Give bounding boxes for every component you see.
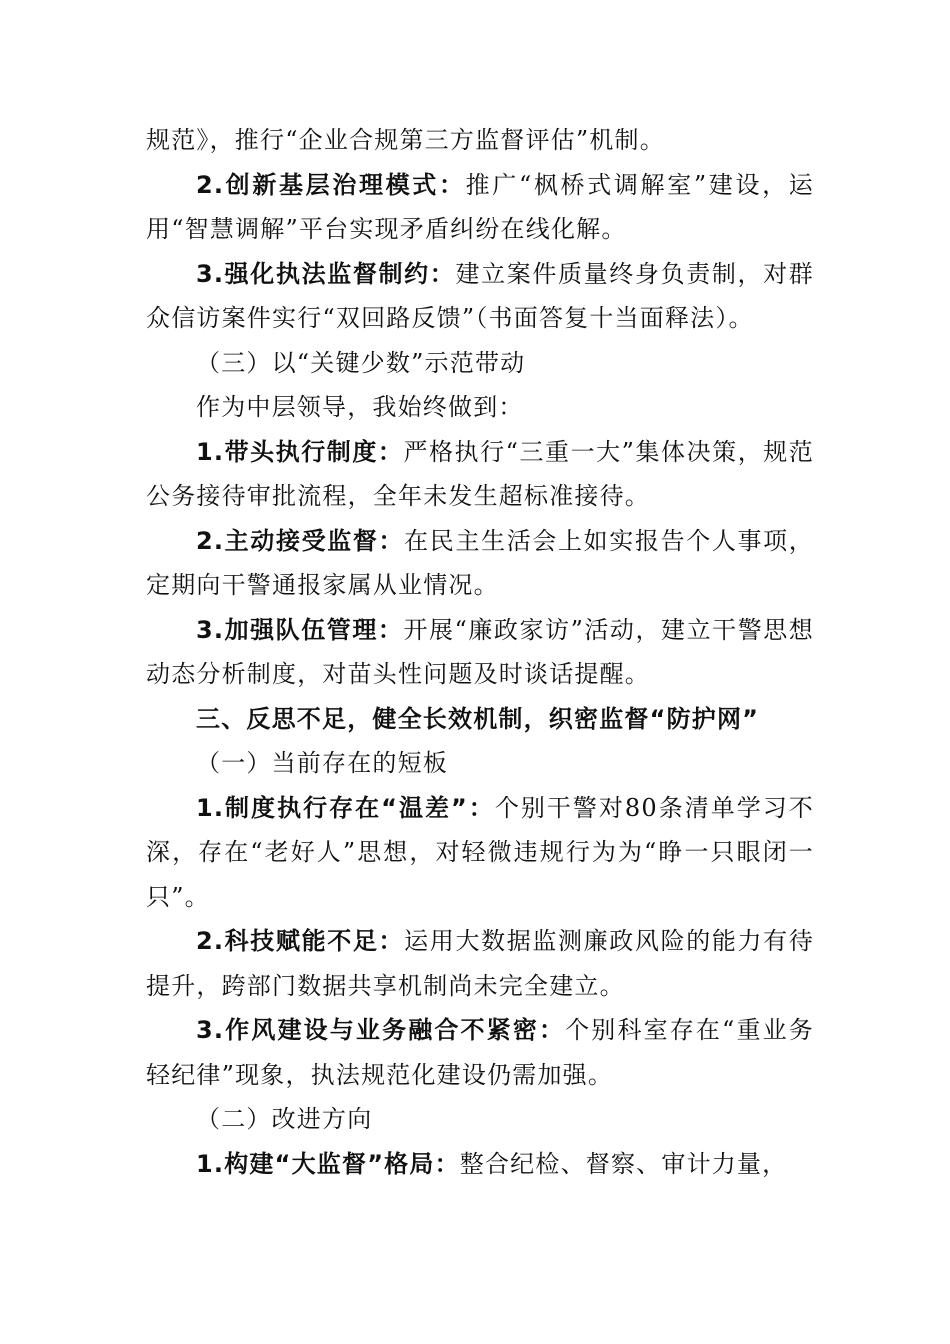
paragraph-lead: 1.制度执行存在“温差”：: [196, 793, 495, 822]
paragraph-text: 规范》，推行“企业合规第三方监督评估”机制。: [146, 126, 665, 154]
paragraph-item: [146, 1142, 814, 1187]
paragraph-item: [146, 252, 814, 341]
paragraph-text: 开展“廉政家访”活动，建立干警思想动态分析制度，对苗头性问题及时谈话提醒。: [146, 615, 814, 688]
paragraph-lead: 3.作风建设与业务融合不紧密：: [196, 1016, 566, 1044]
paragraph-text: 运用大数据监测廉政风险的能力有待提升，跨部门数据共享机制尚未完全建立。: [146, 927, 814, 1000]
paragraph-text: 整合纪检、督察、审计力量，: [459, 1149, 788, 1178]
paragraph-item: [146, 519, 814, 608]
paragraph-intro: [146, 385, 814, 430]
paragraph-text: （二）改进方向: [196, 1105, 373, 1133]
paragraph-text: 建立案件质量终身负责制，对群众信访案件实行“双回路反馈”（书面答复十当面释法）。: [146, 259, 814, 332]
section-heading: [146, 697, 814, 742]
paragraph-text: 推广“枫桥式调解室”建设，运用“智慧调解”平台实现矛盾纠纷在线化解。: [146, 170, 814, 243]
paragraph-lead: 2.主动接受监督：: [196, 526, 405, 555]
section-subheading: [146, 741, 814, 786]
paragraph-item: [146, 919, 814, 1008]
paragraph-text: 在民主生活会上如实报告个人事项，定期向干警通报家属从业情况。: [146, 526, 814, 599]
paragraph-item: [146, 786, 814, 920]
paragraph-lead: 3.加强队伍管理：: [196, 615, 404, 644]
section-subheading: [146, 1097, 814, 1142]
paragraph-lead: 3.强化执法监督制约：: [196, 259, 456, 288]
paragraph-text: 个别干警对80条清单学习不深，存在“老好人”思想，对轻微违规行为为“睁一只眼闭一只”。: [146, 793, 815, 911]
paragraph-item: [146, 1008, 814, 1097]
paragraph-lead: 2.科技赋能不足：: [196, 927, 405, 955]
paragraph-continuation: [146, 118, 814, 163]
paragraph-item: [146, 608, 814, 697]
paragraph-text: 作为中层领导，我始终做到：: [196, 393, 524, 421]
paragraph-item: [146, 163, 814, 252]
paragraph-text: （一）当前存在的短板: [196, 749, 448, 777]
paragraph-text: （三）以“关键少数”示范带动: [196, 348, 526, 377]
paragraph-text: 个别科室存在“重业务轻纪律”现象，执法规范化建设仍需加强。: [146, 1016, 814, 1089]
paragraph-lead: 2.创新基层治理模式：: [196, 170, 466, 199]
paragraph-item: [146, 430, 814, 519]
paragraph-text: 三、反思不足，健全长效机制，织密监督“防护网”: [196, 704, 760, 733]
paragraph-lead: 1.带头执行制度：: [196, 437, 404, 466]
section-subheading: [146, 341, 814, 386]
paragraph-text: 严格执行“三重一大”集体决策，规范公务接待审批流程，全年未发生超标准接待。: [146, 437, 814, 510]
paragraph-lead: 1.构建“大监督”格局：: [196, 1149, 460, 1178]
document-body: [146, 118, 814, 1186]
